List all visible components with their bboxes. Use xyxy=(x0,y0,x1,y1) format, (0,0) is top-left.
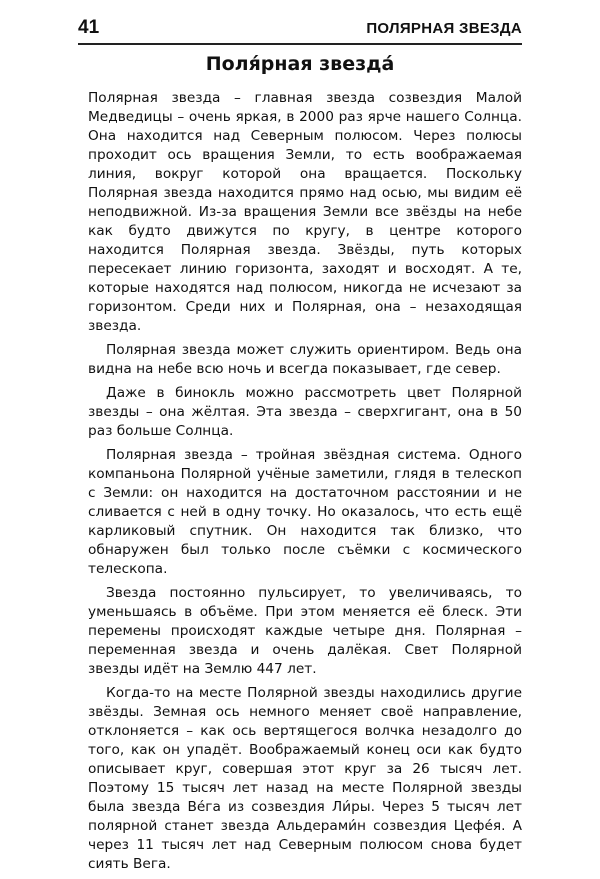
paragraph: Полярная звезда может служить ориентиром. Ведь она видна на небе всю ночь и всегда показывает, где север. xyxy=(88,342,522,377)
paragraph: Когда-то на месте Полярной звезды находились другие звёзды. Земная ось немного меняет своё направление, отклоняется – как ось вертящегося волчка незадолго до того, как он упадёт. Воображаемый конец оси как будто описывает круг, совершая этот круг за 26 тысяч лет. Поэтому 15 тысяч лет назад на месте Полярной звезды была звезда Ве́га из созвездия Ли́ры. Через 5 тысяч лет полярной станет звезда Альдерами́н созвездия Цефе́я. А через 11 тысяч лет над Северным полюсом снова будет сиять Вега. xyxy=(88,685,522,872)
paragraph: Полярная звезда – главная звезда созвездия Малой Медведицы – очень яркая, в 2000 раз ярче нашего Солнца. Она находится над Северным полюсом. Через полюсы проходит ось вращения Земли, то есть воображаемая линия, вокруг которой она вращается. Поскольку Полярная звезда находится прямо над осью, мы видим её неподвижной. Из-за вращения Земли все звёзды на небе как будто движутся по кругу, в центре которого находится Полярная звезда. Звёзды, путь которых пересекает линию горизонта, заходят и восходят. А те, которые находятся над полюсом, никогда не исчезают за горизонтом. Среди них и Полярная, она – незаходящая звезда. xyxy=(88,90,522,334)
running-header xyxy=(78,18,522,45)
section-label: ПОЛЯРНАЯ ЗВЕЗДА xyxy=(366,20,522,37)
article-body xyxy=(88,89,522,879)
paragraph: Звезда постоянно пульсирует, то увеличиваясь, то уменьшаясь в объёме. При этом меняется её блеск. Эти перемены происходят каждые четыре дня. Полярная – переменная звезда и очень далёкая. Свет Полярной звезды идёт на Землю 447 лет. xyxy=(88,585,522,677)
paragraph: Полярная звезда – тройная звёздная система. Одного компаньона Полярной учёные заметили, глядя в телескоп с Земли: он находится на достаточном расстоянии и не сливается с ней в одну точку. Но оказалось, что есть ещё карликовый спутник. Он находится так близко, что обнаружен был только после съёмки с космического телескопа. xyxy=(88,447,522,577)
paragraph: Даже в бинокль можно рассмотреть цвет Полярной звезды – она жёлтая. Эта звезда – сверхгигант, она в 50 раз больше Солнца. xyxy=(88,385,522,439)
article-title: Поля́рная звезда́ xyxy=(205,53,395,75)
page-number: 41 xyxy=(78,17,100,38)
